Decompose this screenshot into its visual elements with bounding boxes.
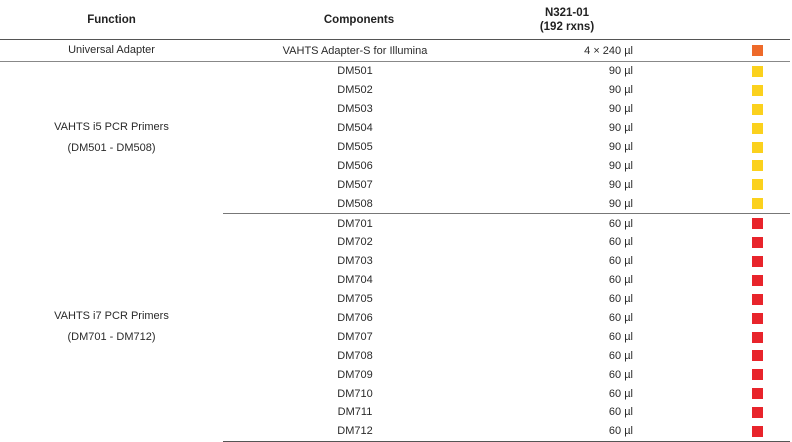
function-cell	[0, 62, 223, 214]
header-row	[0, 0, 790, 40]
component-cell: DM508	[223, 194, 495, 213]
component-cell: DM707	[337, 330, 373, 343]
cap-color-cell	[639, 100, 790, 119]
component-cell: DM507	[337, 178, 373, 191]
function-cell	[0, 214, 223, 442]
cap-color-swatch	[752, 198, 763, 209]
component-cell: VAHTS Adapter-S for Illumina	[223, 40, 495, 62]
cap-color-cell	[639, 403, 790, 422]
cap-color-cell	[639, 365, 790, 384]
component-cell: DM503	[337, 103, 373, 116]
volume-cell: 60 µl	[608, 368, 633, 381]
cap-color-cell	[639, 309, 790, 328]
table-header	[0, 0, 790, 40]
volume-cell: 60 µl	[608, 387, 633, 400]
cap-color-swatch	[752, 66, 763, 77]
volume-cell: 60 µl	[608, 349, 633, 362]
volume-cell: 90 µl	[608, 178, 633, 191]
volume-cell: 60 µl	[608, 217, 633, 230]
cap-color-swatch	[752, 407, 763, 418]
cap-color-cell	[639, 271, 790, 290]
table-row	[0, 62, 790, 81]
cap-color-swatch	[752, 123, 763, 134]
volume-cell: 90 µl	[608, 159, 633, 172]
component-cell: DM705	[337, 293, 373, 306]
cap-color-swatch	[752, 275, 763, 286]
volume-cell: 90 µl	[608, 122, 633, 135]
cap-color-swatch	[752, 369, 763, 380]
component-cell: DM505	[337, 141, 373, 153]
cap-color-swatch	[752, 179, 763, 190]
component-cell: DM711	[337, 406, 373, 419]
volume-cell: 60 µl	[608, 274, 633, 287]
cap-color-swatch	[752, 332, 763, 343]
cap-color-cell	[639, 233, 790, 252]
volume-cell: 60 µl	[608, 406, 633, 419]
volume-cell: 60 µl	[608, 330, 633, 343]
cap-color-cell	[639, 214, 790, 233]
component-cell: DM706	[337, 312, 373, 325]
component-cell: DM709	[337, 368, 373, 381]
volume-cell: 60 µl	[608, 293, 633, 306]
volume-cell: 60 µl	[608, 236, 633, 249]
function-cell	[0, 40, 223, 62]
cap-color-cell	[639, 194, 790, 213]
volume-cell: 4 × 240 µl	[495, 40, 639, 62]
component-cell: DM702	[337, 236, 373, 249]
header-catalog	[495, 0, 639, 40]
component-cell: DM703	[337, 255, 373, 268]
component-cell: DM504	[337, 122, 373, 135]
cap-color-swatch	[752, 313, 763, 324]
header-reactions: (192 rxns)	[539, 20, 595, 33]
cap-color-swatch	[752, 426, 763, 437]
volume-cell: 90 µl	[495, 194, 639, 213]
header-function: Function	[0, 0, 223, 40]
table-body	[0, 40, 790, 442]
cap-color-cell	[639, 81, 790, 100]
volume-cell: 90 µl	[608, 65, 633, 78]
table-row	[0, 214, 790, 233]
volume-cell: 60 µl	[608, 255, 633, 268]
component-cell: DM501	[337, 65, 373, 78]
cap-color-cell	[639, 290, 790, 309]
header-catalog-number: N321-01	[544, 6, 590, 19]
cap-color-cell	[639, 346, 790, 365]
cap-color-swatch	[752, 218, 763, 229]
cap-color-cell	[639, 138, 790, 157]
cap-color-cell	[639, 62, 790, 81]
cap-color-swatch	[752, 350, 763, 361]
cap-color-cell	[639, 422, 790, 441]
component-cell: DM502	[337, 84, 373, 97]
volume-cell: 60 µl	[495, 422, 639, 441]
component-cell: DM708	[337, 349, 373, 362]
component-cell: DM712	[223, 422, 495, 441]
table-row	[0, 40, 790, 62]
cap-color-cell	[639, 156, 790, 175]
cap-color-cell	[639, 327, 790, 346]
cap-color-swatch	[752, 85, 763, 96]
cap-color-swatch	[752, 160, 763, 171]
header-components: Components	[223, 0, 495, 40]
function-name: Universal Adapter	[68, 44, 155, 56]
component-cell: DM506	[337, 159, 373, 172]
cap-color-swatch	[752, 237, 763, 248]
volume-cell: 90 µl	[608, 103, 633, 116]
cap-color-swatch	[752, 104, 763, 115]
volume-cell: 60 µl	[608, 312, 633, 325]
volume-cell: 90 µl	[608, 84, 633, 97]
cap-color-cell	[639, 252, 790, 271]
cap-color-swatch	[752, 45, 763, 56]
cap-color-cell	[639, 119, 790, 138]
function-name: VAHTS i7 PCR Primers	[54, 310, 169, 323]
component-cell: DM704	[337, 274, 373, 287]
volume-cell: 90 µl	[608, 141, 633, 153]
cap-color-cell	[639, 175, 790, 194]
component-cell: DM701	[337, 217, 373, 230]
header-color-cap	[639, 0, 790, 40]
cap-color-swatch	[752, 294, 763, 305]
cap-color-cell	[639, 384, 790, 403]
cap-color-swatch	[752, 142, 763, 153]
function-range: (DM501 - DM508)	[67, 141, 156, 154]
function-name: VAHTS i5 PCR Primers	[54, 120, 169, 133]
cap-color-swatch	[752, 256, 763, 267]
cap-color-cell	[639, 40, 790, 62]
function-range: (DM701 - DM712)	[67, 331, 156, 344]
component-cell: DM710	[337, 387, 373, 400]
cap-color-swatch	[752, 388, 763, 399]
